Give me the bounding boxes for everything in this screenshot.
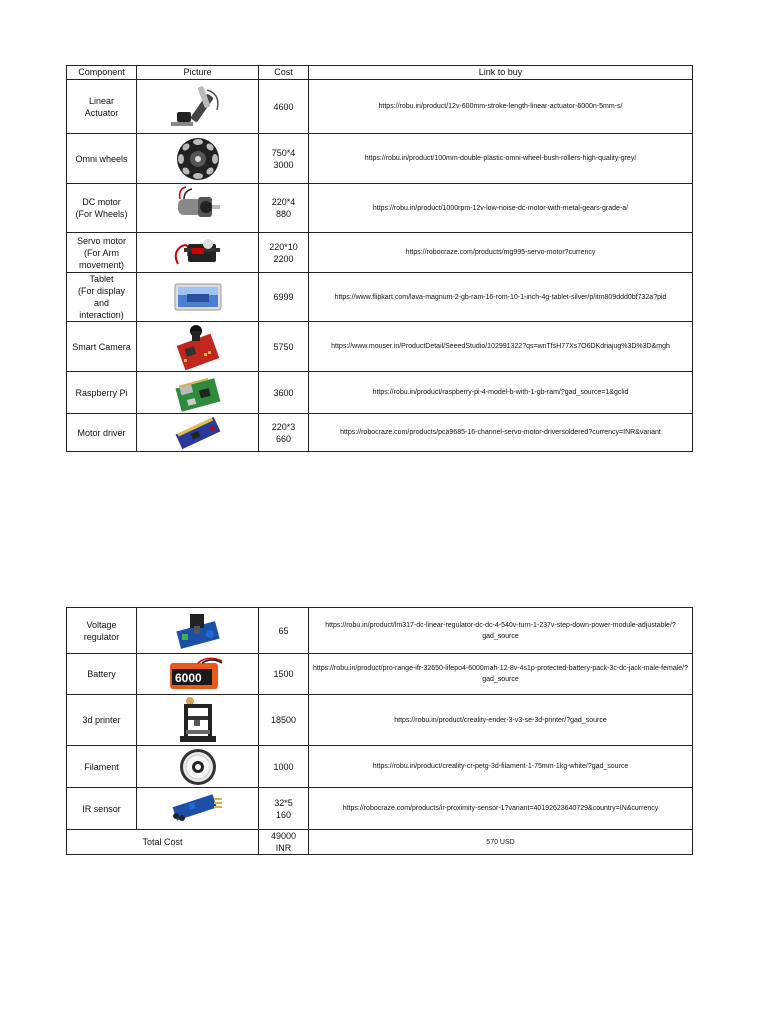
table-row: [67, 80, 693, 134]
buy-link[interactable]: https://www.mouser.in/ProductDetail/SeeedStudio/102991322?qs=wnTfsH77Xs7O6DKdriajug%3D%3D&mgh: [309, 322, 693, 372]
component-picture: [137, 414, 259, 452]
component-cost: 6999: [259, 273, 309, 322]
ir-sensor-icon: [168, 790, 228, 828]
header-row: [67, 66, 693, 80]
header-link: Link to buy: [309, 66, 693, 80]
table-row: [67, 788, 693, 830]
buy-link[interactable]: https://robu.in/product/pro-range-ifr-32650-lifepo4-6000mah-12-8v-4s1p-protected-battery-pack-3c-dc-jack-male-female/?gad_source: [309, 654, 693, 695]
tablet-icon: [173, 280, 223, 314]
component-picture: [137, 372, 259, 414]
component-picture: [137, 695, 259, 746]
servo-motor-icon: [170, 234, 226, 272]
buy-link[interactable]: https://robu.in/product/creality-cr-petg-3d-filament-1-75mm-1kg-white/?gad_source: [309, 746, 693, 788]
component-name: Raspberry Pi: [67, 372, 137, 414]
raspberry-pi-icon: [170, 373, 226, 413]
total-row: [67, 830, 693, 855]
header-cost: Cost: [259, 66, 309, 80]
header-picture: Picture: [137, 66, 259, 80]
component-name: Filament: [67, 746, 137, 788]
component-name: Motor driver: [67, 414, 137, 452]
component-picture: [137, 80, 259, 134]
component-picture: [137, 746, 259, 788]
buy-link[interactable]: https://robocraze.com/products/mg995-servo-motor?currency: [309, 233, 693, 273]
table-row: [67, 746, 693, 788]
components-table-2: [66, 607, 693, 855]
component-cost: 1000: [259, 746, 309, 788]
component-cost: 220*10 2200: [259, 233, 309, 273]
component-name: Tablet (For display and interaction): [67, 273, 137, 322]
motor-driver-icon: [173, 415, 223, 451]
component-name: Voltage regulator: [67, 608, 137, 654]
buy-link[interactable]: https://robocraze.com/products/ir-proximity-sensor-1?variant=40192623640729&country=IN&currency: [309, 788, 693, 830]
component-name: Battery: [67, 654, 137, 695]
battery-icon: [168, 655, 228, 693]
total-label: Total Cost: [67, 830, 259, 855]
table-row: [67, 372, 693, 414]
component-picture: [137, 184, 259, 233]
buy-link[interactable]: https://robu.in/product/lm317-dc-linear-regulator-dc-dc-4-540v-turn-1-237v-step-down-power-module-adjustable/?gad_source: [309, 608, 693, 654]
component-cost: 220*4 880: [259, 184, 309, 233]
total-cost-inr: 49000 INR: [259, 830, 309, 855]
total-cost-usd: 570 USD: [309, 830, 693, 855]
component-cost: 65: [259, 608, 309, 654]
linear-actuator-icon: [163, 82, 233, 132]
buy-link[interactable]: https://robu.in/product/raspberry-pi-4-model-b-with-1-gb-ram/?gad_source=1&gclid: [309, 372, 693, 414]
component-cost: 220*3 660: [259, 414, 309, 452]
component-picture: [137, 273, 259, 322]
buy-link[interactable]: https://robu.in/product/100mm-double-plastic-omni-wheel-bush-rollers-high-quality-grey/: [309, 134, 693, 184]
component-picture: [137, 233, 259, 273]
buy-link[interactable]: https://robu.in/product/12v-600mm-stroke-length-linear-actuator-6000n-5mm-s/: [309, 80, 693, 134]
components-table-1: [66, 65, 693, 452]
table-row: [67, 414, 693, 452]
table-row: [67, 273, 693, 322]
table-row: [67, 134, 693, 184]
table-row: [67, 654, 693, 695]
component-name: DC motor (For Wheels): [67, 184, 137, 233]
buy-link[interactable]: https://robu.in/product/creality-ender-3-v3-se-3d-printer/?gad_source: [309, 695, 693, 746]
battery-label: 6000: [174, 671, 202, 685]
filament-spool-icon: [178, 747, 218, 787]
component-name: 3d printer: [67, 695, 137, 746]
table-row: [67, 695, 693, 746]
3d-printer-icon: [176, 696, 220, 744]
table-row: [67, 322, 693, 372]
component-picture: [137, 322, 259, 372]
component-cost: 3600: [259, 372, 309, 414]
component-cost: 4600: [259, 80, 309, 134]
component-name: Linear Actuator: [67, 80, 137, 134]
component-picture: [137, 134, 259, 184]
component-picture: [137, 788, 259, 830]
component-cost: 5750: [259, 322, 309, 372]
table-row: [67, 233, 693, 273]
table-row: [67, 608, 693, 654]
component-cost: 750*4 3000: [259, 134, 309, 184]
component-picture: [137, 608, 259, 654]
buy-link[interactable]: https://robu.in/product/1000rpm-12v-low-noise-dc-motor-with-metal-gears-grade-a/: [309, 184, 693, 233]
component-name: Servo motor (For Arm movement): [67, 233, 137, 273]
component-name: Omni wheels: [67, 134, 137, 184]
omni-wheel-icon: [173, 136, 223, 182]
component-picture: [137, 654, 259, 695]
buy-link[interactable]: https://robocraze.com/products/pca9685-16-channel-servo-motor-driversoldered?currency=INR&variant: [309, 414, 693, 452]
table-row: [67, 184, 693, 233]
buy-link[interactable]: https://www.flipkart.com/lava-magnum-2-gb-ram-16-rom-10-1-inch-4g-tablet-silver/p/itm809ddd0bf732a?pid: [309, 273, 693, 322]
component-name: IR sensor: [67, 788, 137, 830]
component-cost: 18500: [259, 695, 309, 746]
component-name: Smart Camera: [67, 322, 137, 372]
component-cost: 1500: [259, 654, 309, 695]
smart-camera-icon: [170, 323, 226, 371]
voltage-regulator-icon: [172, 610, 224, 652]
dc-motor-icon: [168, 185, 228, 231]
header-component: Component: [67, 66, 137, 80]
component-cost: 32*5 160: [259, 788, 309, 830]
